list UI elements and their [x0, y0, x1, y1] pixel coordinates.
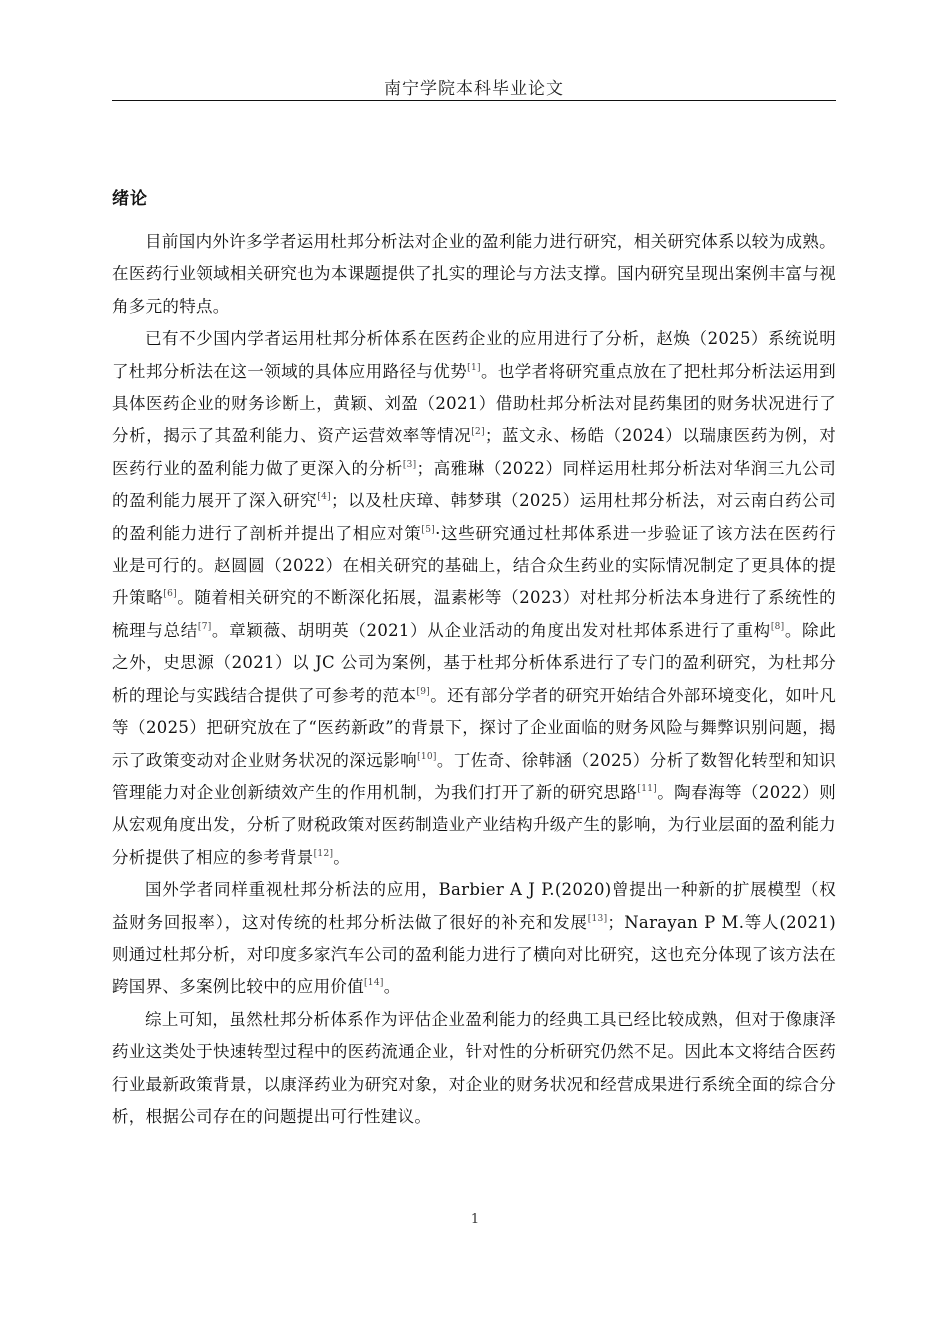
paragraph-text: 综上可知，虽然杜邦分析体系作为评估企业盈利能力的经典工具已经比较成熟，但对于像康泽药业这类处于快速转型过程中的医药流通企业，针对性的分析研究仍然不足。因此本文将结合医药行业最新政策背景，以康泽药业为研究对象，对企业的财务状况和经营成果进行系统全面的综合分析，根据公司存在的问题提出可行性建议。: [112, 1009, 836, 1126]
citation-marker: [3]: [402, 459, 417, 470]
citation-marker: [7]: [197, 621, 212, 632]
header-rule: [112, 100, 836, 101]
paragraph-text: 。随着相关研究的不断深化拓展，温素彬等（2023）对杜邦分析法本身进行了系统性的梳理与总结: [112, 588, 836, 640]
paragraph-text: 。还有部分学者的研究开始结合外部环境变化，如叶凡等（2025）把研究放在了“医药新政”的背景下，探讨了企业面临的财务风险与舞弊识别问题，揭示了政策变动对企业财务状况的深远影响: [112, 685, 836, 770]
body-paragraph: [112, 323, 836, 874]
body-paragraph: [112, 874, 836, 1004]
running-header-title: 南宁学院本科毕业论文: [384, 79, 564, 99]
citation-marker: [10]: [417, 751, 437, 762]
citation-marker: [5]: [421, 524, 436, 535]
paragraph-text: 。: [383, 977, 401, 997]
body-paragraph: [112, 1004, 836, 1134]
citation-marker: [11]: [637, 783, 658, 794]
citation-marker: [13]: [587, 913, 608, 924]
paragraph-text: ；高雅琳（2022）同样运用杜邦分析法对华润三九公司的盈利能力展开了深入研究: [112, 458, 836, 511]
paragraph-text: ；Narayan P M.等人(2021)则通过杜邦分析，对印度多家汽车公司的盈利能力进行了横向对比研究，这也充分体现了该方法在跨国界、多案例比较中的应用价值: [112, 912, 836, 997]
citation-marker: [1]: [467, 362, 481, 373]
paragraph-text: ；以及杜庆璋、韩梦琪（2025）运用杜邦分析法，对云南白药公司的盈利能力进行了剖析并提出了相应对策: [112, 491, 836, 543]
paragraph-text: 。: [333, 847, 351, 867]
paragraph-text: 国外学者同样重视杜邦分析法的应用，Barbier A J P.(2020)曾提出一种新的扩展模型（权益财务回报率），这对传统的杜邦分析法做了很好的补充和发展: [112, 880, 836, 932]
paragraph-text: 。章颖薇、胡明英（2021）从企业活动的角度出发对杜邦体系进行了重构: [211, 620, 771, 640]
citation-marker: [14]: [364, 978, 384, 989]
paragraph-text: 。除此之外，史思源（2021）以 JC 公司为案例，基于杜邦分析体系进行了专门的盈利研究，为杜邦分析的理论与实践结合提供了可参考的范本: [112, 620, 836, 705]
citation-marker: [6]: [163, 589, 177, 600]
paragraph-text: ·这些研究通过杜邦体系进一步验证了该方法在医药行业是可行的。赵圆圆（2022）在相关研究的基础上，结合众生药业的实际情况制定了更具体的提升策略: [112, 523, 836, 608]
citation-marker: [4]: [317, 492, 331, 503]
paragraph-text: 目前国内外许多学者运用杜邦分析法对企业的盈利能力进行研究，相关研究体系以较为成熟。在医药行业领域相关研究也为本课题提供了扎实的理论与方法支撑。国内研究呈现出案例丰富与视角多元的特点。: [112, 232, 836, 316]
page-number: 1: [470, 1212, 480, 1227]
body-paragraph: [112, 226, 836, 323]
section-title: 绪论: [112, 189, 148, 209]
citation-marker: [9]: [416, 686, 431, 697]
paragraph-text: 已有不少国内学者运用杜邦分析体系在医药企业的应用进行了分析，赵焕（2025）系统说明了杜邦分析法在这一领域的具体应用路径与优势: [112, 329, 836, 381]
citation-marker: [12]: [313, 848, 334, 859]
body-text: [112, 226, 836, 1133]
paragraph-text: 。也学者将研究重点放在了把杜邦分析法运用到具体医药企业的财务诊断上，黄颖、刘盈（2021）借助杜邦分析法对昆药集团的财务状况进行了分析，揭示了其盈利能力、资产运营效率等情况: [112, 361, 836, 446]
citation-marker: [2]: [471, 427, 485, 438]
paragraph-text: 。丁佐奇、徐韩涵（2025）分析了数智化转型和知识管理能力对企业创新绩效产生的作用机制，为我们打开了新的研究思路: [112, 750, 836, 802]
citation-marker: [8]: [770, 621, 785, 632]
paragraph-text: 。陶春海等（2022）则从宏观角度出发，分析了财税政策对医药制造业产业结构升级产生的影响，为行业层面的盈利能力分析提供了相应的参考背景: [112, 782, 836, 867]
paragraph-text: ；蓝文永、杨皓（2024）以瑞康医药为例，对医药行业的盈利能力做了更深入的分析: [112, 426, 836, 478]
